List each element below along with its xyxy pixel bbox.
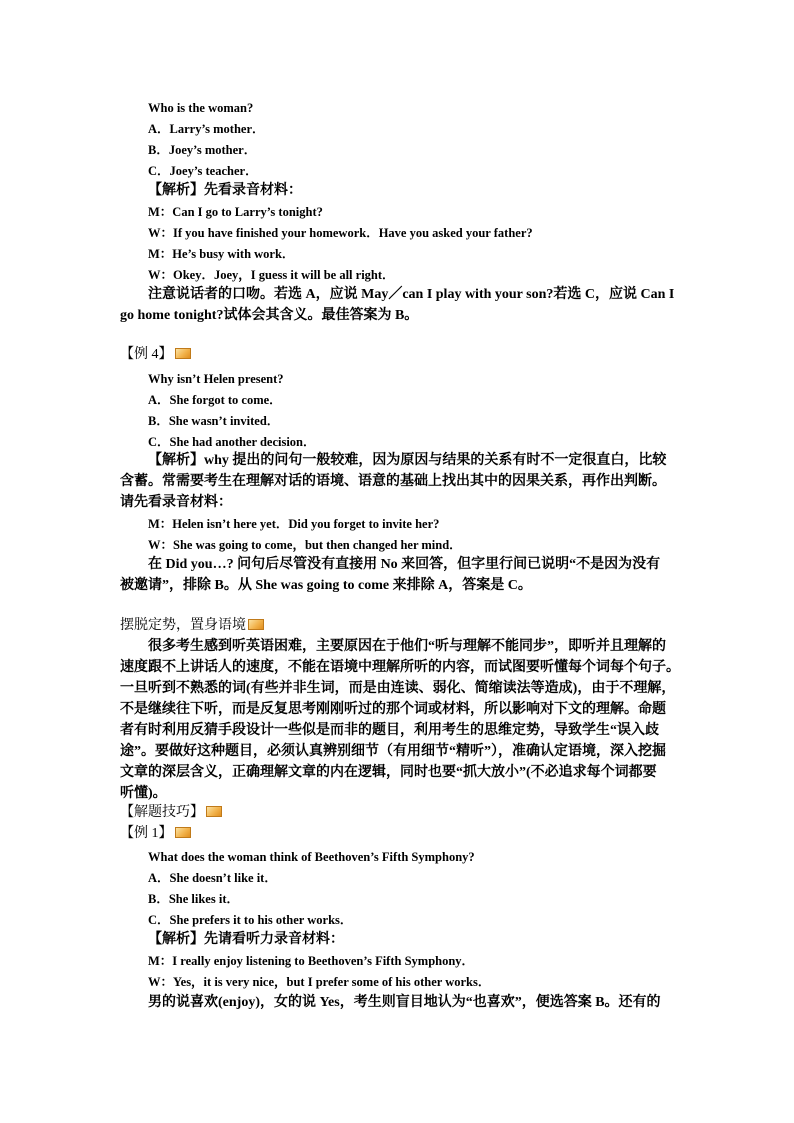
explanation-line: 注意说话者的口吻。若选 A，应说 May／can I play with your son?若选 C，应说 Can I (148, 287, 675, 302)
paragraph-line: 文章的深层含义，正确理解文章的内在逻辑，同时也要“抓大放小”(不必追求每个词都要 (120, 765, 657, 780)
analysis-line: 请先看录音材料： (120, 495, 232, 510)
dialogue-line: W：Yes，it is very nice，but I prefer some of his other works． (148, 975, 491, 989)
option-a: A．She forgot to come． (148, 393, 282, 407)
note-icon (175, 348, 191, 359)
option-b: B．She likes it． (148, 892, 239, 906)
explanation-line: 在 Did you…? 问句后尽管没有直接用 No 来回答，但字里行间已说明“不是因为没有 (148, 557, 661, 572)
option-b: B．She wasn’t invited． (148, 414, 280, 428)
explanation-line: 被邀请”，排除 B。从 She was going to come 来排除 A，答案是 C。 (120, 578, 532, 593)
analysis-label: 【解析】先请看听力录音材料： (148, 932, 344, 947)
paragraph-line: 途”。要做好这种题目，必须认真辨别细节（有用细节“精听”），准确认定语境，深入挖掘 (120, 744, 666, 759)
dialogue-line: M：He’s busy with work． (148, 247, 295, 261)
option-b: B．Joey’s mother． (148, 143, 257, 157)
dialogue-line: M：Helen isn’t here yet．Did you forget to invite her? (148, 517, 440, 531)
question-text: What does the woman think of Beethoven’s Fifth Symphony? (148, 850, 475, 864)
tips-heading (120, 805, 222, 821)
tips-label: 【解题技巧】 (120, 805, 204, 820)
paragraph-line: 者有时利用反猜手段设计一些似是而非的题目，利用考生的思维定势，导致学生“误入歧 (120, 723, 659, 738)
example-1-heading (120, 826, 191, 842)
dialogue-line: W：Okey．Joey，I guess it will be all right． (148, 268, 395, 282)
section-heading (120, 618, 264, 634)
analysis-line: 含蓄。常需要考生在理解对话的语境、语意的基础上找出其中的因果关系，再作出判断。 (120, 474, 666, 489)
example-1-label: 【例 1】 (120, 826, 173, 841)
option-c: C．Joey’s teacher． (148, 164, 258, 178)
note-icon (175, 827, 191, 838)
dialogue-line: W：She was going to come，but then changed her mind． (148, 538, 462, 552)
option-c: C．She had another decision． (148, 435, 316, 449)
section-heading-label: 摆脱定势，置身语境 (120, 618, 246, 633)
option-c: C．She prefers it to his other works． (148, 913, 353, 927)
example-4-heading (120, 347, 191, 363)
explanation-line: go home tonight?试体会其含义。最佳答案为 B。 (120, 308, 419, 323)
paragraph-line: 速度跟不上讲话人的速度，不能在语境中理解所听的内容，而试图要听懂每个词每个句子。 (120, 660, 680, 675)
example-4-label: 【例 4】 (120, 347, 173, 362)
paragraph-line: 不是继续往下听，而是反复思考刚刚听过的那个词或材料，所以影响对下文的理解。命题 (120, 702, 666, 717)
paragraph-line: 一旦听到不熟悉的词(有些并非生词，而是由连读、弱化、简缩读法等造成)，由于不理解， (120, 681, 676, 696)
option-a: A．She doesn’t like it． (148, 871, 277, 885)
analysis-label: 【解析】先看录音材料： (148, 183, 302, 198)
dialogue-line: M：Can I go to Larry’s tonight? (148, 205, 323, 219)
note-icon (206, 806, 222, 817)
option-a: A．Larry’s mother． (148, 122, 265, 136)
paragraph-line: 听懂)。 (120, 786, 167, 801)
analysis-line: 【解析】why 提出的问句一般较难，因为原因与结果的关系有时不一定很直白，比较 (148, 453, 667, 468)
paragraph-line: 很多考生感到听英语困难，主要原因在于他们“听与理解不能同步”，即听并且理解的 (148, 639, 666, 654)
note-icon (248, 619, 264, 630)
question-text: Who is the woman? (148, 101, 254, 115)
explanation-line: 男的说喜欢(enjoy)，女的说 Yes，考生则盲目地认为“也喜欢”，便选答案 B。还有的 (148, 995, 661, 1010)
question-text: Why isn’t Helen present? (148, 372, 284, 386)
dialogue-line: M：I really enjoy listening to Beethoven’s Fifth Symphony． (148, 954, 475, 968)
dialogue-line: W：If you have finished your homework．Have you asked your father? (148, 226, 533, 240)
